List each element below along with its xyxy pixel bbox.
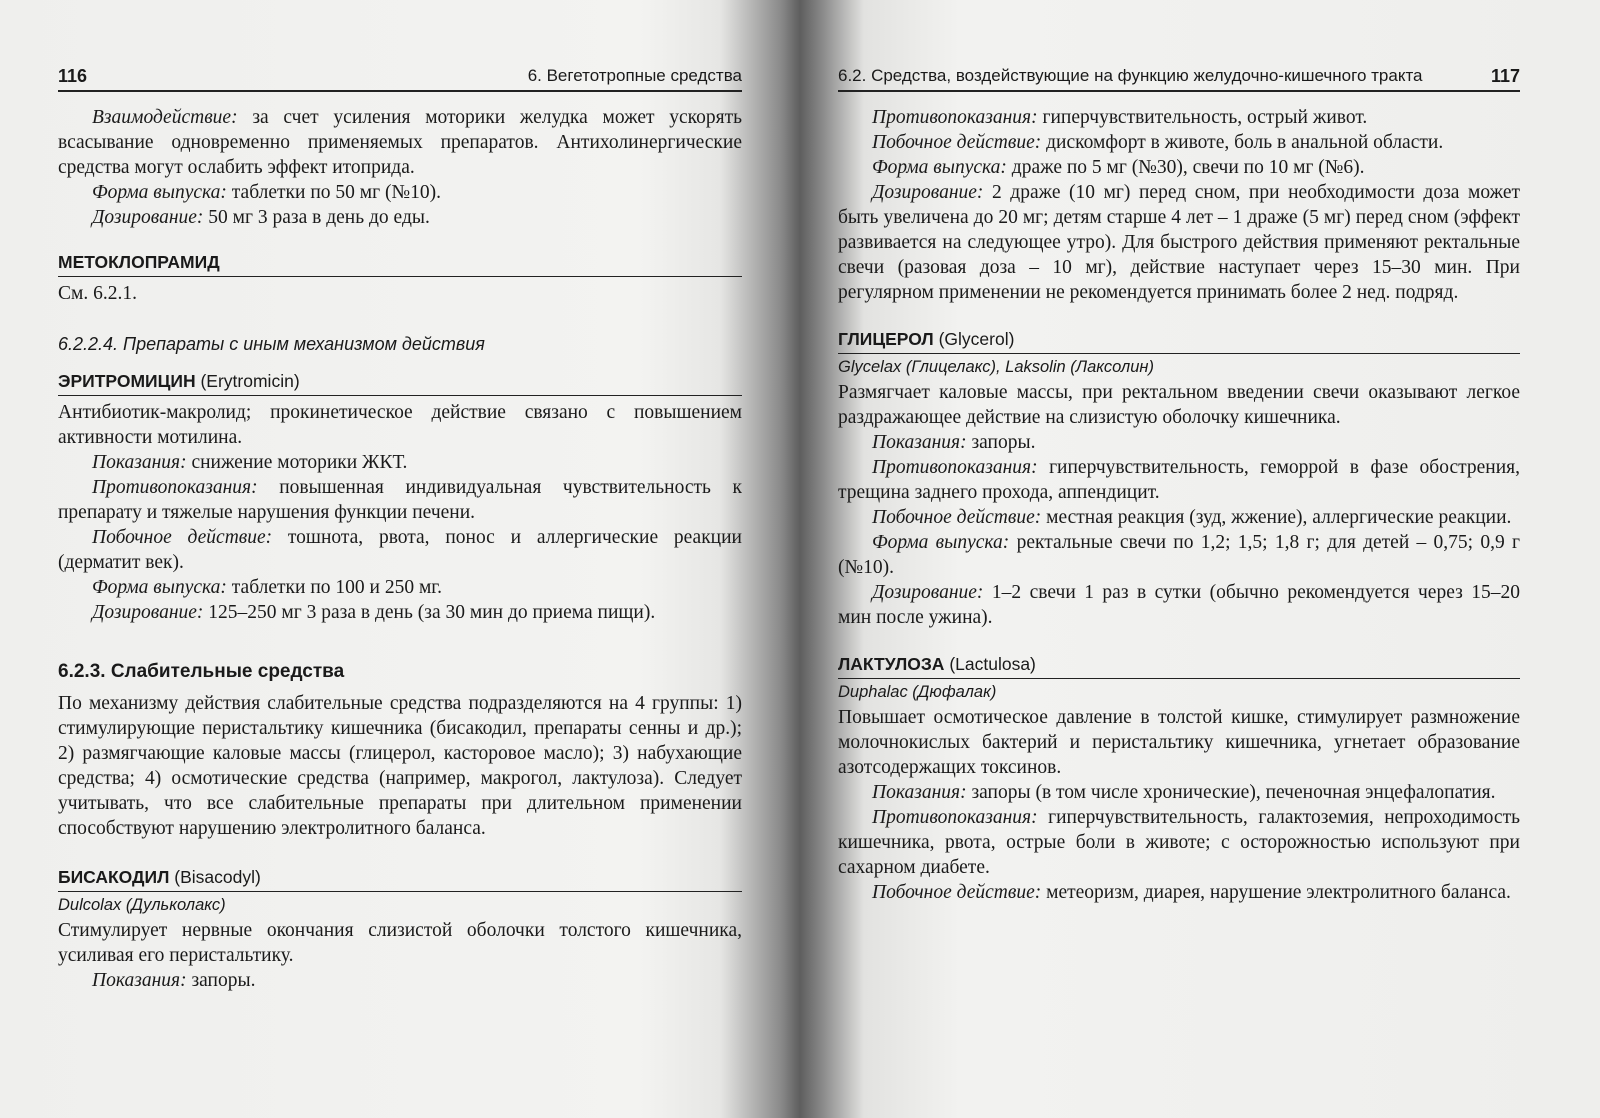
page-number-right: 117 [1490, 66, 1520, 86]
glycerol-form: Форма выпуска: ректальные свечи по 1,2; 1,5; 1,8 г; для детей – 0,75; 0,9 г (№10). [838, 532, 1521, 578]
drug-heading-erythromycin: ЭРИТРОМИЦИН (Erytromicin) [58, 371, 742, 396]
page-number-left: 116 [58, 66, 88, 86]
running-title-right: 6.2. Средства, воздействующие на функцию желудочно-кишечного тракта [838, 66, 1423, 85]
bisacodyl-side-effects: Побочное действие: дискомфорт в животе, боль в анальной области. [872, 132, 1444, 153]
lactulose-contraindications: Противопоказания: гиперчувствительность, галактоземия, непроходимость кишечника, рвота, острые боли в животе; с осторожностью используют при сахарном диабете. [838, 807, 1520, 878]
running-title-left: 6. Вегетотропные средства [527, 66, 742, 85]
bisacodyl-contraindications: Противопоказания: гиперчувствительность, острый живот. [872, 107, 1368, 128]
metoclopramide-text: См. 6.2.1. [58, 283, 137, 304]
glycerol-intro: Размягчает каловые массы, при ректальном введении свечи оказывают легкое раздражающее действие на слизистую оболочку кишечника. [838, 382, 1520, 428]
drug-heading-metoclopramide: МЕТОКЛОПРАМИД [58, 252, 742, 277]
right-page [838, 0, 1520, 1118]
section-title-laxatives: 6.2.3. Слабительные средства [58, 661, 345, 682]
lactulose-indications: Показания: запоры (в том числе хронические), печеночная энцефалопатия. [872, 782, 1496, 803]
left-running-head [58, 60, 742, 92]
drug-heading-bisacodyl: БИСАКОДИЛ (Bisacodyl) [58, 867, 742, 892]
itopride-dose: Дозирование: 50 мг 3 раза в день до еды. [92, 207, 430, 228]
laxatives-intro: По механизму действия слабительные средства подразделяются на 4 группы: 1) стимулирующие перистальтику кишечника (бисакодил, препараты сенны и др.); 2) размягчающие каловые массы (глицерол, касторовое масло); 3) набухающие средства; 4) осмотические средства (например, макрогол, лактулоза). Следует учитывать, что все слабительные препараты при длительном применении способствуют нарушению электролитного баланса. [58, 693, 742, 839]
lactulose-trade-names: Duphalac (Дюфалак) [838, 683, 997, 701]
bisacodyl-intro: Стимулирует нервные окончания слизистой оболочки толстого кишечника, усиливая его перистальтику. [58, 920, 742, 966]
glycerol-dose: Дозирование: 1–2 свечи 1 раз в сутки (обычно рекомендуется через 15–20 мин после ужина). [838, 582, 1521, 628]
right-running-head [838, 60, 1520, 92]
itopride-form: Форма выпуска: таблетки по 50 мг (№10). [92, 182, 441, 203]
glycerol-indications: Показания: запоры. [872, 432, 1036, 453]
bisacodyl-form: Форма выпуска: драже по 5 мг (№30), свечи по 10 мг (№6). [872, 157, 1365, 178]
erythromycin-dose: Дозирование: 125–250 мг 3 раза в день (за 30 мин до приема пищи). [92, 602, 656, 623]
right-page-body [838, 105, 1520, 905]
bisacodyl-indications: Показания: запоры. [92, 970, 256, 991]
drug-heading-lactulose: ЛАКТУЛОЗА (Lactulosa) [838, 654, 1520, 679]
left-page-body [58, 105, 742, 993]
glycerol-trade-names: Glycelax (Глицелакс), Laksolin (Лаксолин) [838, 358, 1154, 376]
glycerol-side-effects: Побочное действие: местная реакция (зуд, жжение), аллергические реакции. [872, 507, 1512, 528]
erythromycin-indications: Показания: снижение моторики ЖКТ. [92, 452, 408, 473]
lactulose-intro: Повышает осмотическое давление в толстой кишке, стимулирует размножение молочнокислых бактерий и перистальтику кишечника, угнетает образование азотсодержащих токсинов. [838, 707, 1520, 778]
left-page [58, 0, 742, 1118]
erythromycin-intro: Антибиотик-макролид; прокинетическое действие связано с повышением активности мотилина. [58, 402, 742, 448]
erythromycin-form: Форма выпуска: таблетки по 100 и 250 мг. [92, 577, 442, 598]
lactulose-side-effects: Побочное действие: метеоризм, диарея, нарушение электролитного баланса. [872, 882, 1511, 903]
bisacodyl-dose: Дозирование: 2 драже (10 мг) перед сном, при необходимости доза может быть увеличена до 20 мг; детям старше 4 лет – 1 драже (5 мг) перед сном (эффект развивается на следующее утро). Для быстрого действия применяют ректальные свечи (разовая доза – 10 мг), действие наступает через 15–30 мин. При регулярном применении не рекомендуется принимать более 2 нед. подряд. [838, 182, 1520, 303]
drug-heading-glycerol: ГЛИЦЕРОЛ (Glycerol) [838, 329, 1520, 354]
subsection-title: 6.2.2.4. Препараты с иным механизмом действия [58, 334, 485, 354]
erythromycin-side-effects: Побочное действие: тошнота, рвота, понос и аллергические реакции (дерматит век). [58, 527, 742, 573]
itopride-interaction: Взаимодействие: за счет усиления моторики желудка может ускорять всасывание одновременно применяемых препаратов. Антихолинергические средства могут ослабить эффект итоприда. [58, 107, 743, 178]
bisacodyl-trade-names: Dulcolax (Дульколакс) [58, 896, 226, 914]
erythromycin-contraindications: Противопоказания: повышенная индивидуальная чувствительность к препарату и тяжелые нарушения функции печени. [58, 477, 742, 523]
glycerol-contraindications: Противопоказания: гиперчувствительность, геморрой в фазе обострения, трещина заднего прохода, аппендицит. [838, 457, 1520, 503]
